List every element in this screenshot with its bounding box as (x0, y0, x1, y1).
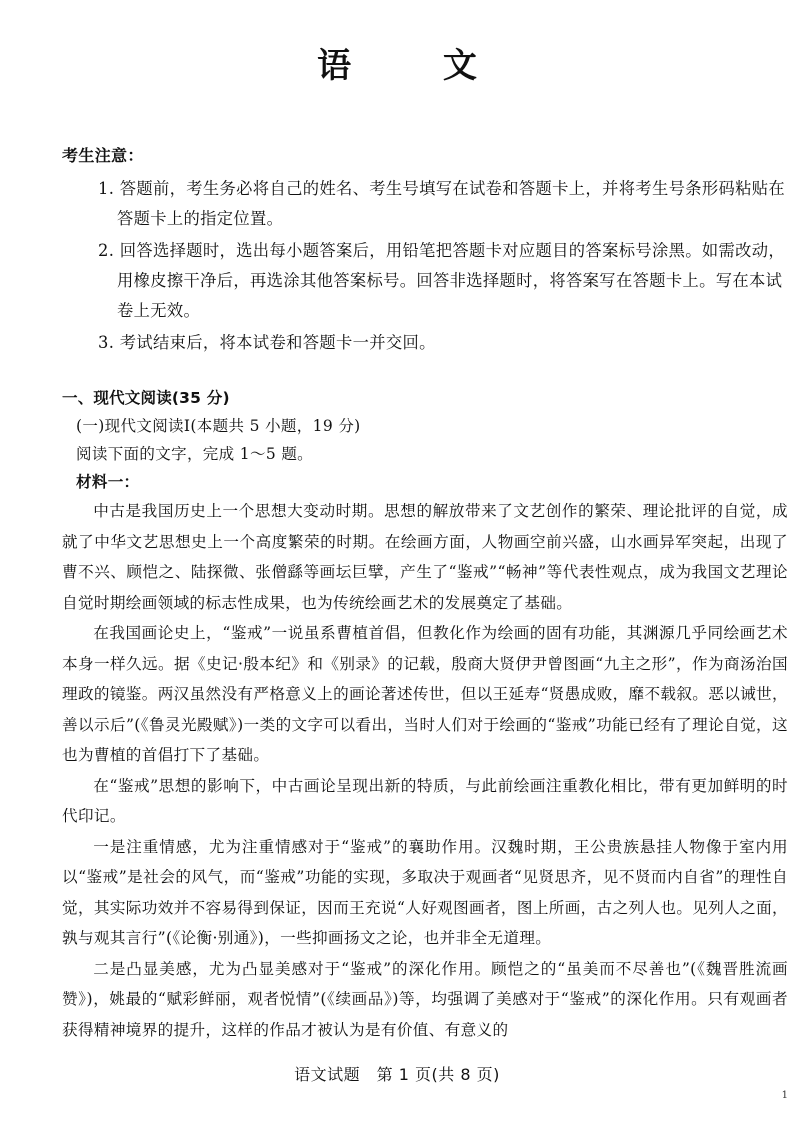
material-paragraph: 在“鉴戒”思想的影响下，中古画论呈现出新的特质，与此前绘画注重教化相比，带有更加鲜明的时代印记。 (62, 776, 788, 825)
page-content (62, 142, 788, 1045)
material-paragraph: 中古是我国历史上一个思想大变动时期。思想的解放带来了文艺创作的繁荣、理论批评的自觉，成就了中华文艺思想史上一个高度繁荣的时期。在绘画方面，人物画空前兴盛，山水画异军突起，出现了曹不兴、顾恺之、陆探微、张僧繇等画坛巨擘，产生了“鉴戒”“畅神”等代表性观点，成为我国文艺理论自觉时期绘画领域的标志性成果，也为传统绘画艺术的发展奠定了基础。 (62, 502, 788, 612)
notice-item: 1. 答题前，考生务必将自己的姓名、考生号填写在试卷和答题卡上，并将考生号条形码粘贴在答题卡上的指定位置。 (98, 179, 786, 228)
material-paragraph: 一是注重情感，尤为注重情感对于“鉴戒”的襄助作用。汉魏时期，王公贵族悬挂人物像于室内用以“鉴戒”是社会的风气，而“鉴戒”功能的实现，多取决于观画者“见贤思齐，见不贤而内自省”的理性自觉，其实际功效并不容易得到保证，因而王充说“人好观图画者，图上所画，古之列人也。见列人之面，孰与观其言行”(《论衡·别通》)，一些抑画扬文之论，也并非全无道理。 (62, 837, 788, 947)
page-title: 语 文 (317, 46, 517, 86)
page-footer: 语文试题 第 1 页(共 8 页) (294, 1065, 500, 1084)
notice-heading: 考生注意： (62, 146, 144, 165)
section-subheading: (一)现代文阅读Ⅰ(本题共 5 小题，19 分) (76, 417, 361, 435)
notice-list (62, 174, 788, 358)
section-instruction: 阅读下面的文字，完成 1～5 题。 (76, 445, 314, 463)
notice-item: 3. 考试结束后，将本试卷和答题卡一并交回。 (98, 333, 436, 352)
notice-item: 2. 回答选择题时，选出每小题答案后，用铅笔把答题卡对应题目的答案标号涂黑。如需改动，用橡皮擦干净后，再选涂其他答案标号。回答非选择题时，将答案写在答题卡上。写在本试卷上无效。 (98, 241, 786, 320)
material-paragraph: 在我国画论史上，“鉴戒”一说虽系曹植首倡，但教化作为绘画的固有功能，其渊源几乎同绘画艺术本身一样久远。据《史记·殷本纪》和《别录》的记载，殷商大贤伊尹曾图画“九主之形”，作为商汤治国理政的镜鉴。两汉虽然没有严格意义上的画论著述传世，但以王延寿“贤愚成败，靡不载叙。恶以诫世，善以示后”(《鲁灵光殿赋》)一类的文字可以看出，当时人们对于绘画的“鉴戒”功能已经有了理论自觉，这也为曹植的首倡打下了基础。 (62, 624, 788, 764)
page-corner-mark: 1 (781, 1090, 788, 1101)
material-label: 材料一： (76, 473, 140, 491)
section-heading: 一、现代文阅读(35 分) (62, 389, 230, 407)
material-paragraph: 二是凸显美感，尤为凸显美感对于“鉴戒”的深化作用。顾恺之的“虽美而不尽善也”(《魏晋胜流画赞》)，姚最的“赋彩鲜丽，观者悦情”(《续画品》)等，均强调了美感对于“鉴戒”的深化作用。只有观画者获得精神境界的提升，这样的作品才被认为是有价值、有意义的 (62, 959, 788, 1039)
